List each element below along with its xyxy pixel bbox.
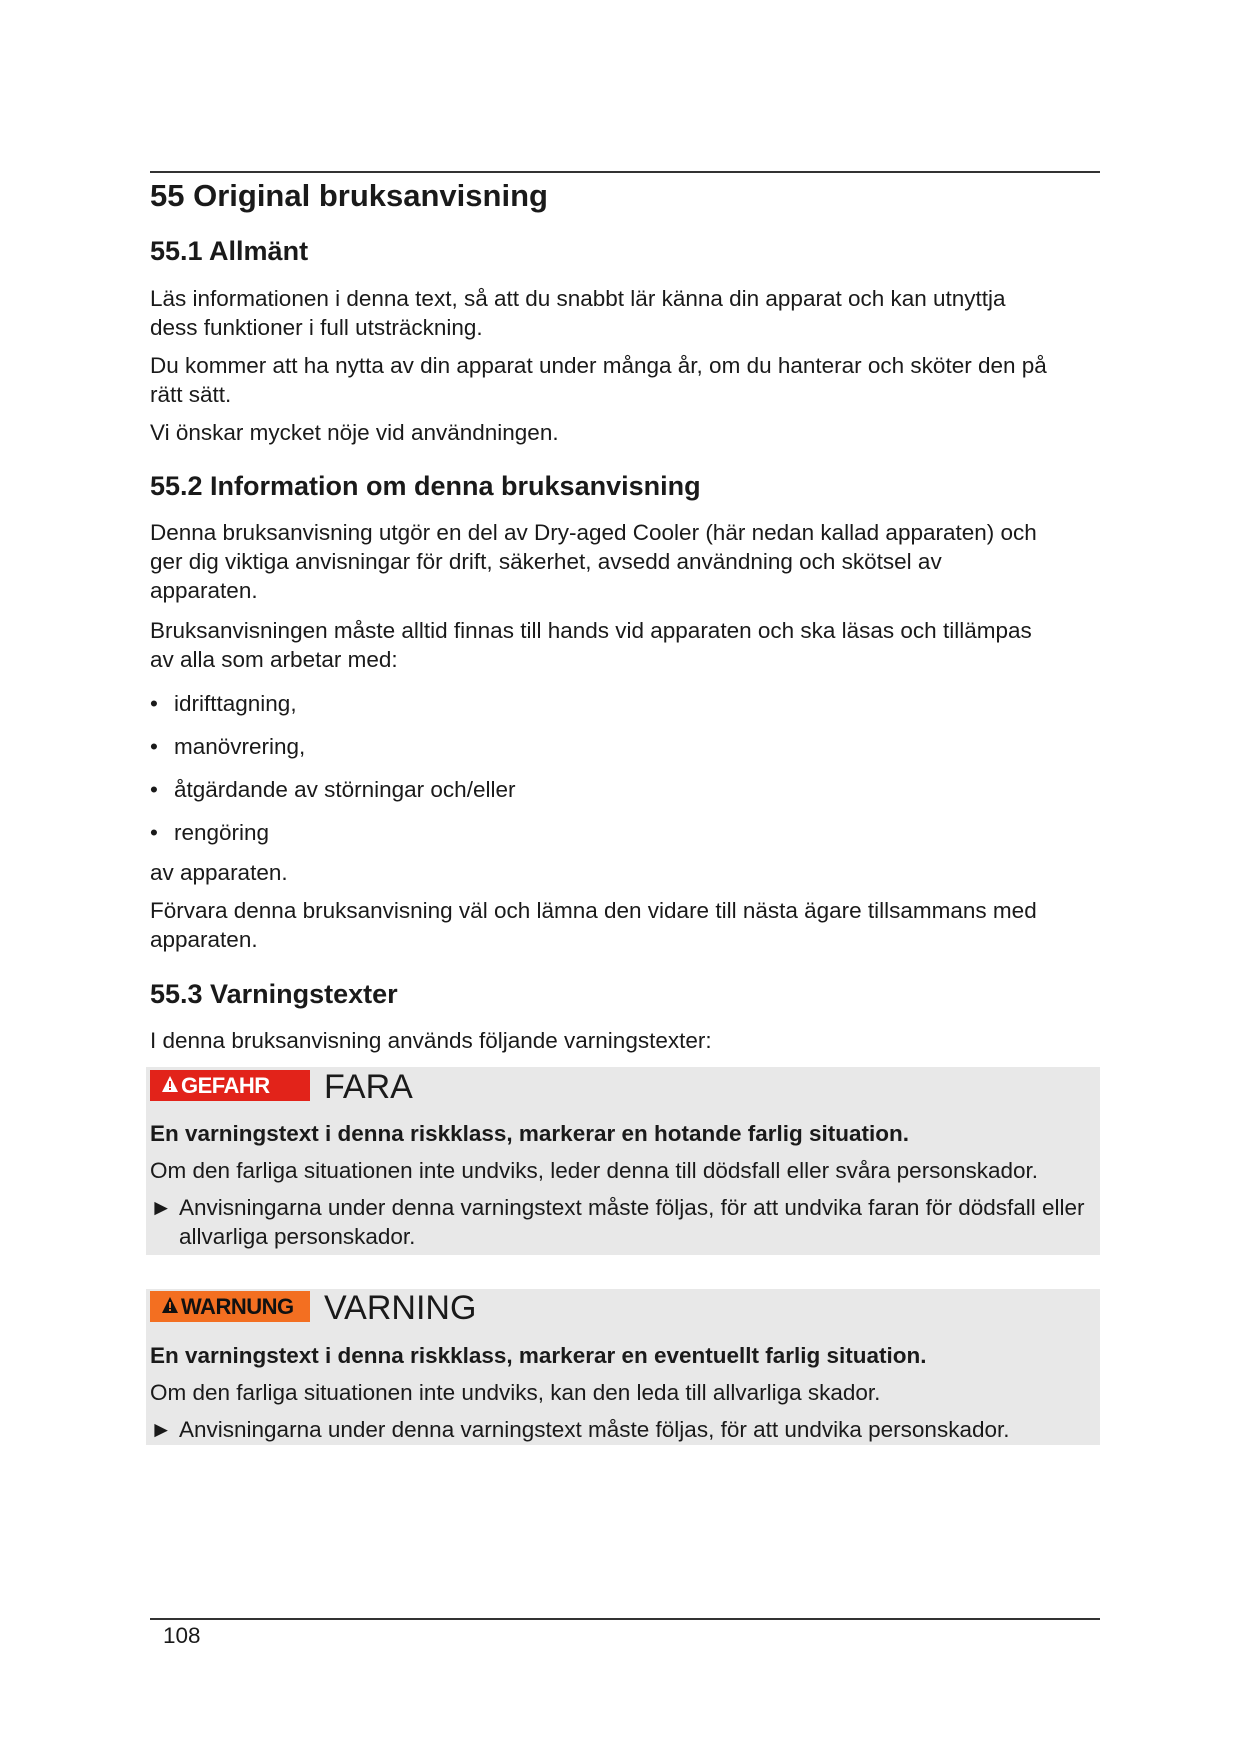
danger-consequence: Om den farliga situationen inte undviks, leder denna till dödsfall eller svåra personskador.	[150, 1158, 1039, 1183]
general-paragraph-1a: Läs informationen i denna text, så att du snabbt lär känna din apparat och kan utnyttja	[150, 286, 1006, 311]
info-paragraph-4a: Förvara denna bruksanvisning väl och lämna den vidare till nästa ägare tillsammans med	[150, 898, 1037, 923]
manual-page	[150, 0, 1100, 1754]
danger-notice	[146, 1067, 1100, 1255]
danger-headline: En varningstext i denna riskklass, markerar en hotande farlig situation.	[150, 1121, 909, 1146]
warning-consequence: Om den farliga situationen inte undviks, kan den leda till allvarliga skador.	[150, 1380, 881, 1405]
list-item: • manövrering,	[150, 734, 306, 759]
info-paragraph-1b: ger dig viktiga anvisningar för drift, säkerhet, avsedd användning och skötsel av	[150, 549, 942, 574]
footer-rule	[150, 1618, 1100, 1620]
bullet-icon: •	[150, 691, 158, 716]
info-paragraph-1a: Denna bruksanvisning utgör en del av Dry-aged Cooler (här nedan kallad apparaten) och	[150, 520, 1037, 545]
warning-triangle-icon	[162, 1076, 178, 1092]
general-paragraph-1b: dess funktioner i full utsträckning.	[150, 315, 483, 340]
info-paragraph-2b: av alla som arbetar med:	[150, 647, 398, 672]
warning-signal-word: VARNING	[324, 1289, 477, 1327]
page-number: 108	[163, 1623, 201, 1648]
section-title-manual-info: 55.2 Information om denna bruksanvisning	[150, 471, 701, 501]
list-item: • åtgärdande av störningar och/eller	[150, 777, 516, 802]
danger-sign: GEFAHR	[150, 1070, 310, 1101]
bullet-icon: •	[150, 734, 158, 759]
general-paragraph-2b: rätt sätt.	[150, 382, 232, 407]
warning-sign: WARNUNG	[150, 1291, 310, 1322]
warning-notice	[146, 1289, 1100, 1445]
bullet-icon: •	[150, 777, 158, 802]
section-title-general: 55.1 Allmänt	[150, 236, 309, 266]
danger-instruction: ► Anvisningarna under denna varningstext måste följas, för att undvika faran för dödsfall eller allvarliga personskador.	[150, 1195, 1085, 1249]
warning-headline: En varningstext i denna riskklass, markerar en eventuellt farlig situation.	[150, 1343, 927, 1368]
general-paragraph-3: Vi önskar mycket nöje vid användningen.	[150, 420, 559, 445]
arrow-right-icon: ►	[150, 1195, 173, 1220]
info-paragraph-3: av apparaten.	[150, 860, 288, 885]
warnings-intro: I denna bruksanvisning används följande varningstexter:	[150, 1028, 712, 1053]
general-paragraph-2a: Du kommer att ha nytta av din apparat under många år, om du hanterar och sköter den på	[150, 353, 1047, 378]
danger-signal-word: FARA	[324, 1068, 413, 1106]
info-paragraph-4b: apparaten.	[150, 927, 258, 952]
bullet-icon: •	[150, 820, 158, 845]
header-rule	[150, 171, 1100, 173]
arrow-right-icon: ►	[150, 1417, 173, 1442]
info-paragraph-1c: apparaten.	[150, 578, 258, 603]
info-paragraph-2a: Bruksanvisningen måste alltid finnas till hands vid apparaten och ska läsas och tillämpas	[150, 618, 1032, 643]
list-item: • idrifttagning,	[150, 691, 297, 716]
section-title-warnings: 55.3 Varningstexter	[150, 979, 398, 1009]
warning-triangle-icon	[162, 1297, 178, 1313]
chapter-title: 55 Original bruksanvisning	[150, 178, 548, 213]
list-item: • rengöring	[150, 820, 270, 845]
warning-instruction: ► Anvisningarna under denna varningstext måste följas, för att undvika personskador.	[150, 1417, 1010, 1442]
